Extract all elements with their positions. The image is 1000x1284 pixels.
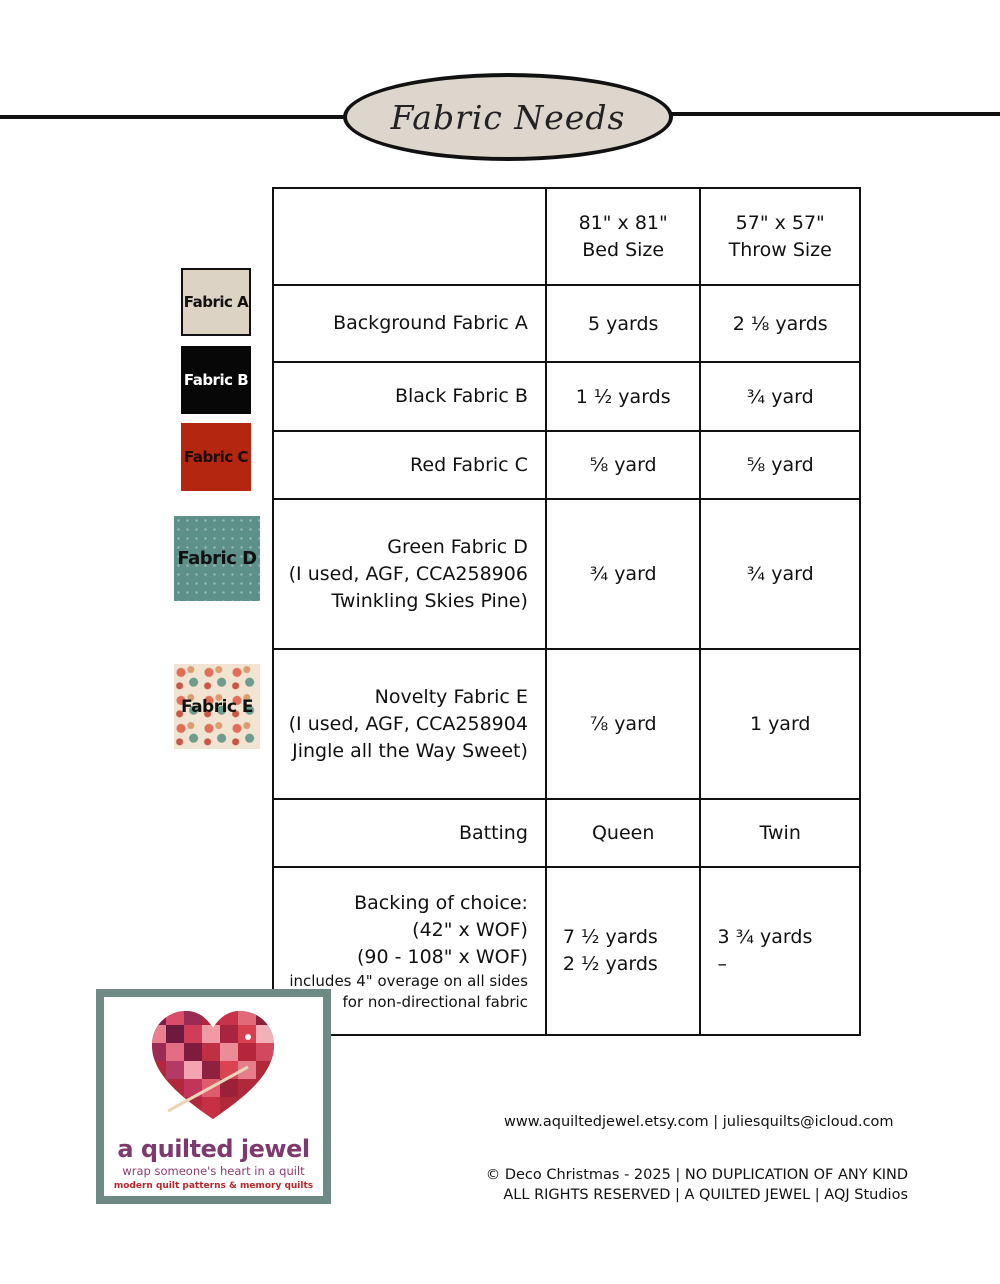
copyright-line: © Deco Christmas - 2025 | NO DUPLICATION OF ANY KIND: [485, 1167, 908, 1183]
bed-value: 1 ½ yards: [546, 362, 701, 431]
row-label-line: Twinkling Skies Pine): [331, 589, 528, 612]
row-label-line: Green Fabric D: [387, 535, 528, 558]
row-label: Background Fabric A: [273, 285, 546, 362]
table-row: [273, 799, 860, 867]
title-rule-right: [664, 112, 1000, 116]
bed-value: Queen: [546, 799, 701, 867]
row-label: [273, 499, 546, 649]
row-note-line: includes 4" overage on all sides: [289, 971, 528, 990]
header-empty-cell: [273, 188, 546, 285]
logo-subtitle: modern quilt patterns & memory quilts: [113, 1181, 314, 1191]
row-label: Red Fabric C: [273, 431, 546, 499]
row-label: Batting: [273, 799, 546, 867]
swatch-fabric-a: [181, 268, 251, 336]
swatch-fabric-d-label: Fabric D: [177, 548, 257, 569]
brand-logo: [96, 989, 331, 1204]
throw-size-dimensions: 57" x 57": [735, 211, 825, 234]
row-label-line: (I used, AGF, CCA258906: [288, 562, 528, 585]
row-label-line: Jingle all the Way Sweet): [292, 739, 528, 762]
table-row: [273, 867, 860, 1035]
footer-copyright: [486, 1165, 908, 1205]
row-label-line: (42" x WOF): [412, 918, 528, 941]
row-label-line: (90 - 108" x WOF): [356, 945, 528, 968]
header-throw-size: [700, 188, 860, 285]
table-row: [273, 499, 860, 649]
throw-value: ⅝ yard: [700, 431, 860, 499]
bed-value: 5 yards: [546, 285, 701, 362]
bed-value: ⅝ yard: [546, 431, 701, 499]
row-label-line: Novelty Fabric E: [374, 685, 528, 708]
row-label-line: (I used, AGF, CCA258904: [288, 712, 528, 735]
swatch-fabric-c-label: Fabric C: [184, 448, 248, 466]
bed-value: ¾ yard: [546, 499, 701, 649]
bed-size-label: Bed Size: [582, 238, 665, 261]
swatch-fabric-b: [181, 346, 251, 414]
row-label: [273, 649, 546, 799]
throw-size-label: Throw Size: [728, 238, 832, 261]
throw-value: 1 yard: [700, 649, 860, 799]
row-label: Black Fabric B: [273, 362, 546, 431]
table-row: [273, 285, 860, 362]
copyright-line: ALL RIGHTS RESERVED | A QUILTED JEWEL | AQJ Studios: [503, 1187, 908, 1203]
page-title: Fabric Needs: [390, 97, 626, 137]
throw-value: ¾ yard: [700, 499, 860, 649]
footer-contact-links[interactable]: www.aquiltedjewel.etsy.com | juliesquilts@icloud.com: [504, 1114, 894, 1130]
table-header-row: [273, 188, 860, 285]
throw-value: ¾ yard: [700, 362, 860, 431]
swatch-fabric-a-label: Fabric A: [183, 293, 249, 311]
header-bed-size: [546, 188, 701, 285]
row-note-line: for non-directional fabric: [342, 992, 528, 1011]
logo-tagline: wrap someone's heart in a quilt: [122, 1164, 305, 1178]
table-row: [273, 362, 860, 431]
swatch-fabric-e: [174, 664, 260, 749]
title-oval: [343, 73, 673, 161]
throw-value: 2 ⅛ yards: [700, 285, 860, 362]
bed-value: [546, 867, 701, 1035]
logo-name: a quilted jewel: [117, 1135, 310, 1163]
table-row: [273, 649, 860, 799]
throw-value: [700, 867, 860, 1035]
throw-value: Twin: [700, 799, 860, 867]
bed-value-line: 2 ½ yards: [562, 953, 658, 975]
swatch-fabric-e-label: Fabric E: [180, 696, 254, 717]
quilted-heart-icon: [148, 1007, 278, 1127]
swatch-fabric-c: [181, 423, 251, 491]
swatch-fabric-b-label: Fabric B: [183, 371, 249, 389]
row-label-line: Backing of choice:: [354, 891, 528, 914]
swatch-fabric-d: [174, 516, 260, 601]
throw-value-line: 3 ¾ yards: [717, 926, 813, 948]
fabric-needs-table: [272, 187, 861, 1036]
bed-value: ⅞ yard: [546, 649, 701, 799]
bed-size-dimensions: 81" x 81": [578, 211, 668, 234]
bed-value-line: 7 ½ yards: [562, 926, 658, 948]
table-row: [273, 431, 860, 499]
title-rule-left: [0, 115, 350, 119]
throw-value-line: –: [717, 953, 727, 975]
